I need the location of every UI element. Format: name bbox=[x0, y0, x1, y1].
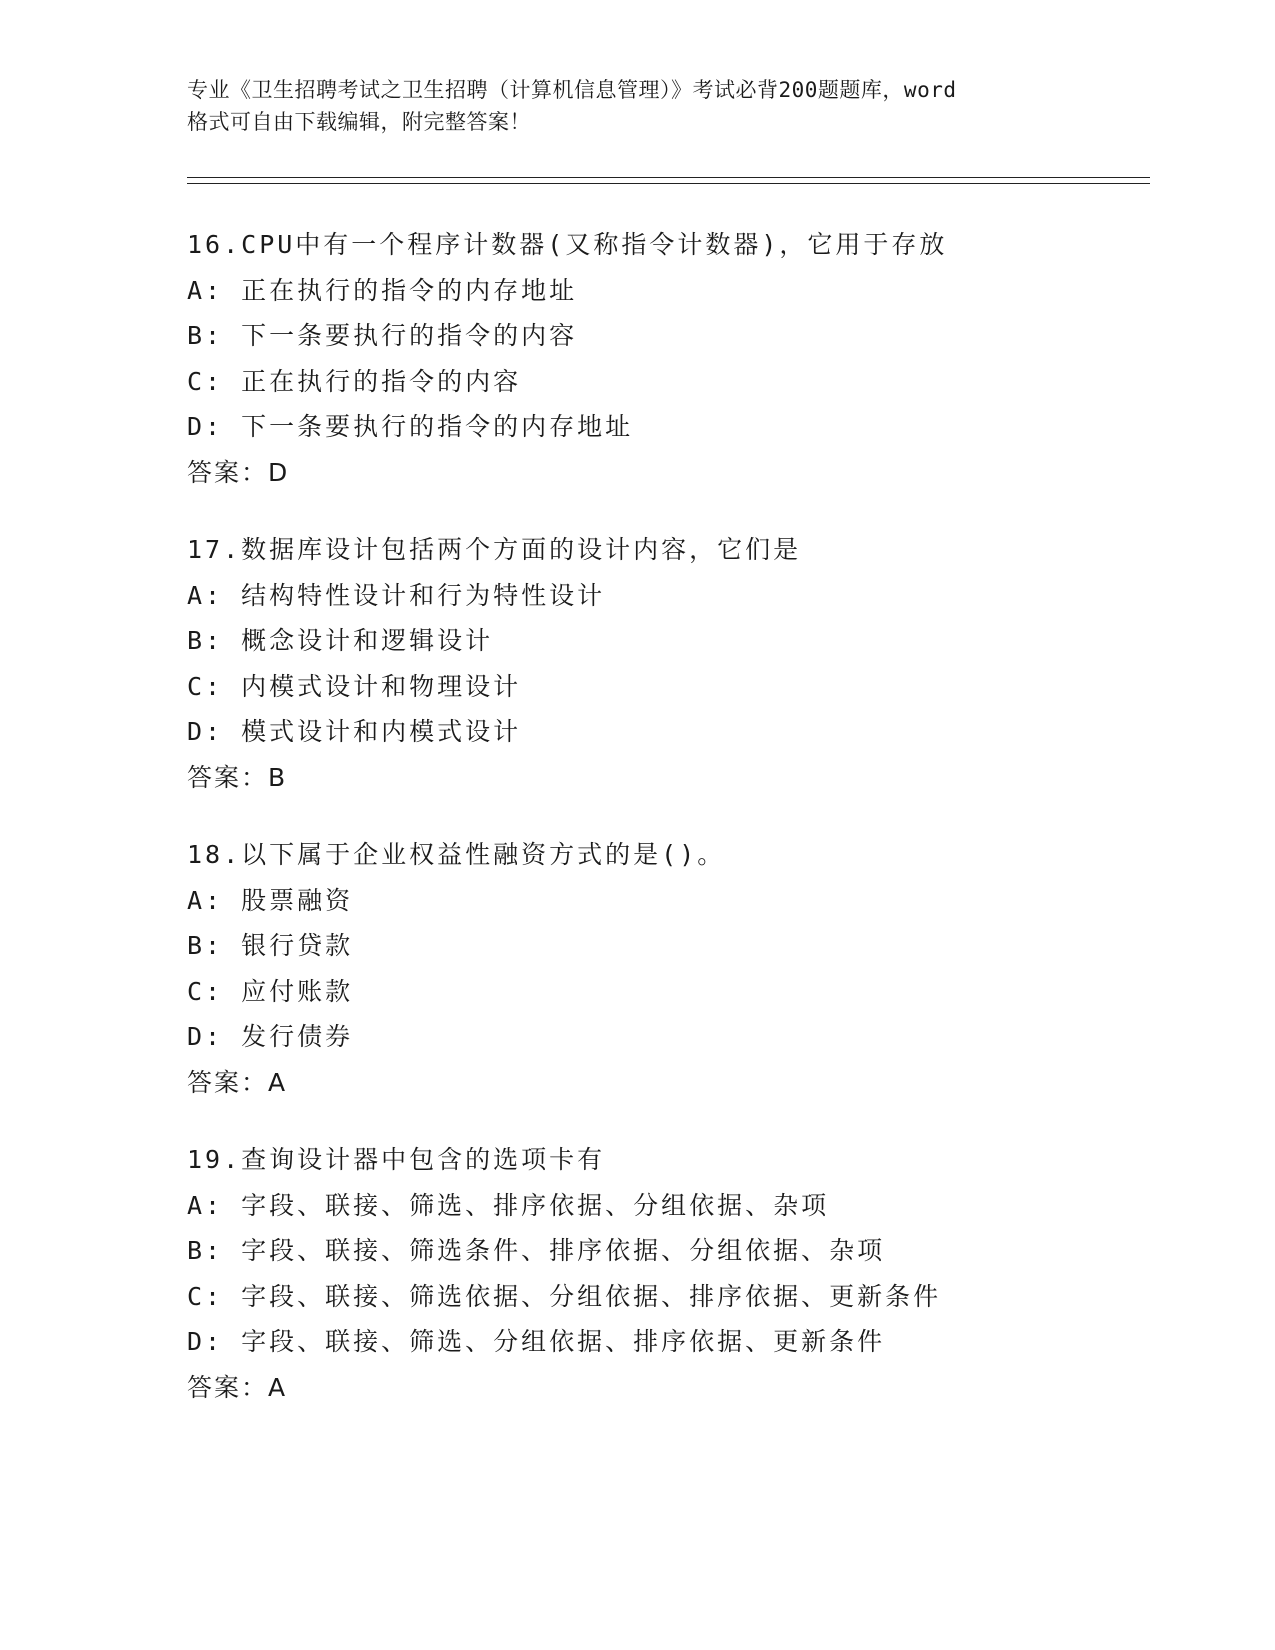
header-line-1: 专业《卫生招聘考试之卫生招聘（计算机信息管理）》考试必背200题题库，word bbox=[187, 78, 957, 102]
header-divider-top bbox=[187, 177, 1150, 178]
answer-line: 答案：A bbox=[187, 1067, 288, 1097]
option-d: D: 模式设计和内模式设计 bbox=[187, 717, 522, 746]
option-b: B: 概念设计和逻辑设计 bbox=[187, 626, 494, 655]
option-b: B: 下一条要执行的指令的内容 bbox=[187, 321, 578, 350]
option-c: C: 正在执行的指令的内容 bbox=[187, 366, 522, 396]
question-stem: 17.数据库设计包括两个方面的设计内容，它们是 bbox=[187, 535, 802, 564]
question-17 bbox=[187, 527, 1187, 800]
question-stem: 18.以下属于企业权益性融资方式的是()。 bbox=[187, 840, 726, 869]
option-b: B: 字段、联接、筛选条件、排序依据、分组依据、杂项 bbox=[187, 1236, 886, 1265]
document-header bbox=[187, 74, 1087, 138]
option-d: D: 发行债券 bbox=[187, 1022, 354, 1051]
option-d: D: 字段、联接、筛选、分组依据、排序依据、更新条件 bbox=[187, 1327, 886, 1356]
option-c: C: 字段、联接、筛选依据、分组依据、排序依据、更新条件 bbox=[187, 1281, 942, 1311]
question-16 bbox=[187, 222, 1187, 495]
option-b: B: 银行贷款 bbox=[187, 931, 354, 960]
answer-line: 答案：A bbox=[187, 1372, 288, 1402]
option-a: A: 正在执行的指令的内存地址 bbox=[187, 275, 578, 305]
header-line-2: 格式可自由下载编辑，附完整答案！ bbox=[187, 110, 531, 134]
question-19 bbox=[187, 1137, 1187, 1410]
option-a: A: 字段、联接、筛选、排序依据、分组依据、杂项 bbox=[187, 1190, 830, 1220]
option-c: C: 应付账款 bbox=[187, 976, 354, 1006]
answer-line: 答案：D bbox=[187, 457, 290, 487]
option-d: D: 下一条要执行的指令的内存地址 bbox=[187, 412, 634, 441]
answer-line: 答案：B bbox=[187, 762, 288, 792]
question-stem: 16.CPU中有一个程序计数器(又称指令计数器)，它用于存放 bbox=[187, 230, 948, 259]
option-a: A: 股票融资 bbox=[187, 885, 354, 915]
option-a: A: 结构特性设计和行为特性设计 bbox=[187, 580, 606, 610]
header-divider-bottom bbox=[187, 183, 1150, 184]
option-c: C: 内模式设计和物理设计 bbox=[187, 671, 522, 701]
question-18 bbox=[187, 832, 1187, 1105]
question-stem: 19.查询设计器中包含的选项卡有 bbox=[187, 1145, 606, 1174]
